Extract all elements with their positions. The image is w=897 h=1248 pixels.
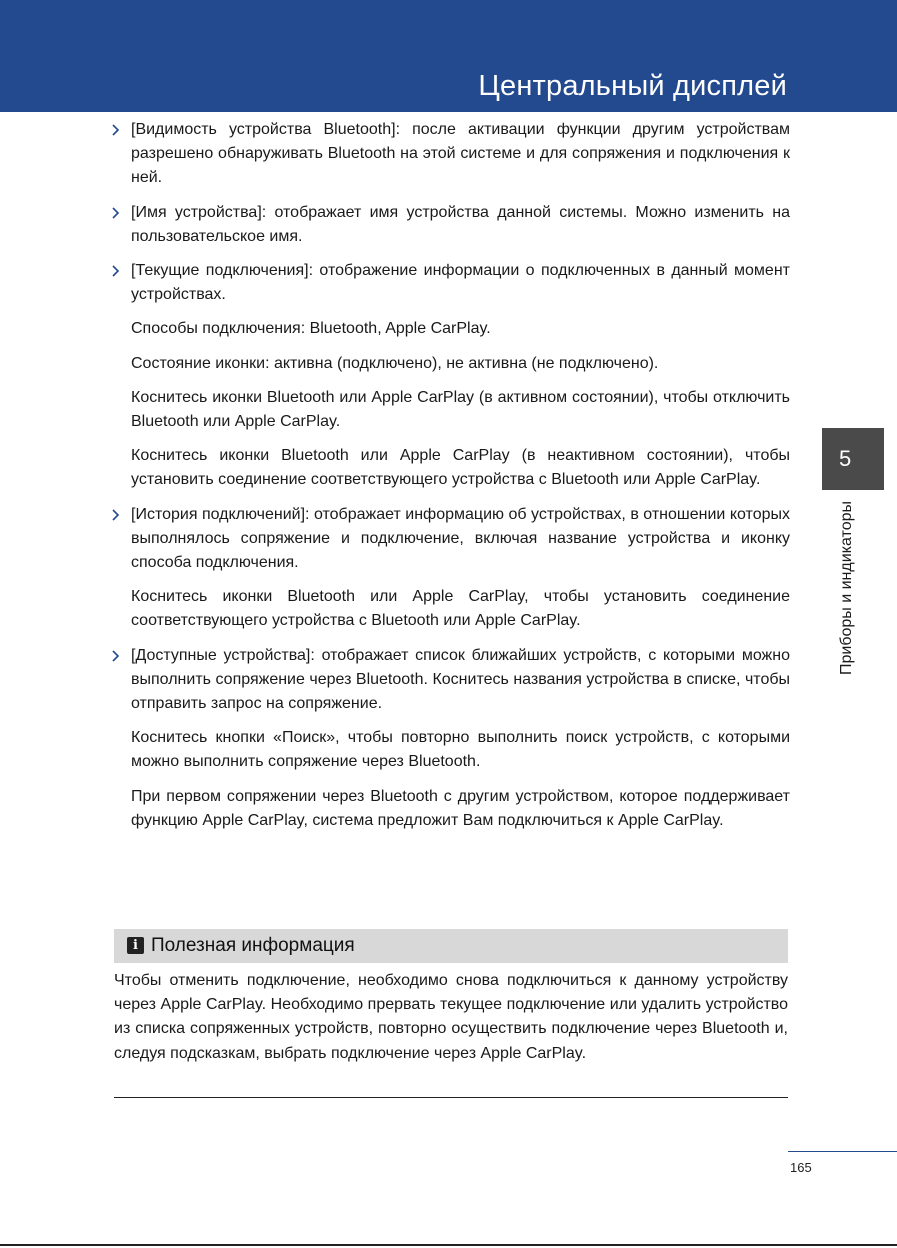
bullet-text: [Видимость устройства Bluetooth]: после активации функции другим устройствам разрешено обнаруживать Bluetooth на этой системе и для сопряжения и подключения к ней. bbox=[131, 121, 790, 187]
note-paragraph: Коснитесь иконки Bluetooth или Apple CarPlay (в неактивном состоянии), чтобы установить соединение соответствующего устройства с Bluetooth или Apple CarPlay. bbox=[131, 447, 790, 489]
section-title: Центральный дисплей bbox=[478, 70, 787, 102]
bullet-text: [Доступные устройства]: отображает список ближайших устройств, с которыми можно выполнить сопряжение через Bluetooth. Коснитесь названия устройства в списке, чтобы отправить запрос на сопряжение. bbox=[131, 646, 790, 713]
note-paragraph: Коснитесь иконки Bluetooth или Apple CarPlay, чтобы установить соединение соответствующего устройства с Bluetooth или Apple CarPlay. bbox=[131, 588, 790, 630]
info-icon: i bbox=[127, 937, 144, 954]
chapter-tab bbox=[822, 428, 884, 490]
bullet-item bbox=[110, 201, 790, 249]
chevron-right-icon bbox=[110, 262, 122, 280]
bullet-item bbox=[110, 259, 790, 307]
bullet-text: [Текущие подключения]: отображение информации о подключенных в данный момент устройствах. bbox=[131, 262, 790, 304]
chevron-right-icon bbox=[110, 647, 122, 665]
bullet-item bbox=[110, 503, 790, 576]
bullet-item bbox=[110, 644, 790, 717]
page-bottom-rule bbox=[0, 1244, 897, 1246]
chapter-label: Приборы и индикаторы bbox=[838, 500, 855, 675]
note-paragraph: Состояние иконки: активна (подключено), не активна (не подключено). bbox=[131, 354, 659, 372]
page-header bbox=[0, 0, 897, 112]
bullet-item bbox=[110, 118, 790, 191]
note-paragraph: Коснитесь иконки Bluetooth или Apple CarPlay (в активном состоянии), чтобы отключить Bluetooth или Apple CarPlay. bbox=[131, 388, 790, 431]
note-paragraph: Коснитесь кнопки «Поиск», чтобы повторно выполнить поиск устройств, с которыми можно выполнить сопряжение через Bluetooth. bbox=[131, 729, 790, 771]
chevron-right-icon bbox=[110, 121, 122, 139]
info-box-divider bbox=[114, 1097, 788, 1098]
page-number: 165 bbox=[790, 1160, 812, 1175]
chevron-right-icon bbox=[110, 204, 122, 222]
note-paragraph: Способы подключения: Bluetooth, Apple CarPlay. bbox=[131, 320, 491, 338]
note-paragraph: При первом сопряжении через Bluetooth с другим устройством, которое поддерживает функцию Apple CarPlay, система предложит Вам подключиться к Apple CarPlay. bbox=[131, 787, 790, 829]
main-content bbox=[110, 118, 790, 843]
bullet-text: [Имя устройства]: отображает имя устройства данной системы. Можно изменить на пользовательское имя. bbox=[131, 203, 790, 245]
chevron-right-icon bbox=[110, 506, 122, 524]
bullet-text: [История подключений]: отображает информацию об устройствах, в отношении которых выполнялось сопряжение и подключение, включая название устройства и иконку способа подключения. bbox=[131, 505, 790, 572]
chapter-number: 5 bbox=[839, 446, 852, 471]
footer-divider bbox=[788, 1151, 897, 1152]
info-box-text: Чтобы отменить подключение, необходимо снова подключиться к данному устройству через Apple CarPlay. Необходимо прервать текущее подключение или удалить устройство из списка сопряженных устройств, повторно осуществить подключение через Bluetooth и, следуя подсказкам, выбрать подключение через Apple CarPlay. bbox=[114, 972, 788, 1062]
info-box-header bbox=[114, 929, 788, 963]
info-box-title: Полезная информация bbox=[151, 935, 355, 956]
